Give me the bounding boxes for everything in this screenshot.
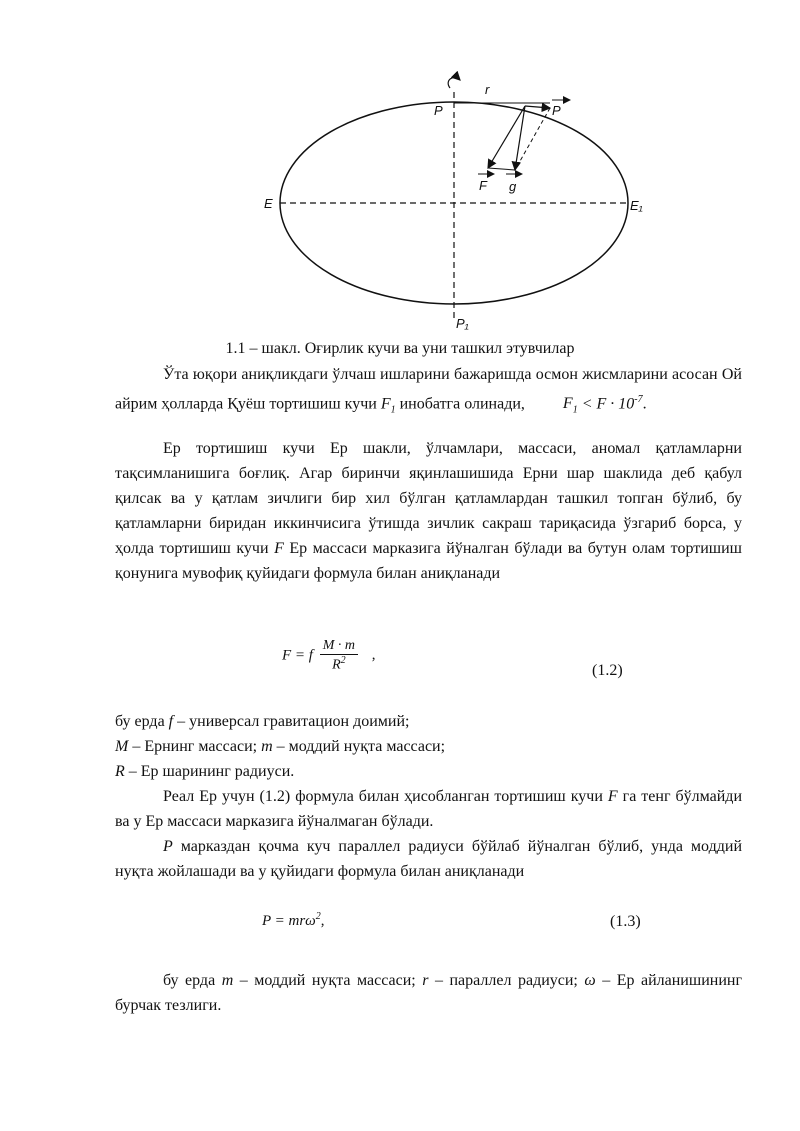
- definition-R: R – Ер шарининг радиуси.: [115, 763, 295, 780]
- figure-caption: 1.1 – шакл. Оғирлик кучи ва уни ташкил этувчилар: [225, 340, 575, 357]
- eq12-lhs: F = f: [282, 647, 313, 664]
- parallelogram-side: [488, 168, 515, 170]
- p2-text-after: Ер массаси марказига йўналган бўлади ва бутун олам тортишиш қонунига мувофиқ қуйидаги формула билан аниқланади: [115, 540, 743, 582]
- label-P-right: P: [552, 103, 561, 118]
- p1-text-after: инобатга олинади,: [395, 395, 525, 413]
- label-F: F: [479, 178, 487, 193]
- p2-F: F: [274, 540, 284, 557]
- p1-ineq-mid: < F · 10: [577, 395, 635, 413]
- label-P-top: P: [434, 103, 443, 118]
- ellipse-diagram: [250, 70, 670, 340]
- p1-text: Ўта юқори аниқликдаги ўлчаш ишларини бажаришда осмон жисмларини асосан Ой айрим ҳолларда Қуёш тортишиш кучи: [115, 366, 742, 413]
- definition-M-m: M – Ернинг массаси; m – моддий нуқта массаси;: [115, 738, 446, 755]
- rotation-arrow-icon: [448, 78, 460, 88]
- paragraph-1: [115, 362, 742, 423]
- paragraph-5: бу ерда m – моддий нуқта массаси; r – параллел радиуси; ω – Ер айланишининг бурчак тезлиги.: [115, 972, 743, 1014]
- equation-1-2: [282, 638, 375, 674]
- p1-F1-sub: 1: [390, 404, 396, 416]
- paragraph-3: Реал Ер учун (1.2) формула билан ҳисобланган тортишиш кучи F га тенг бўлмайди ва у Ер массаси марказига йўналмаган бўлади.: [115, 788, 743, 830]
- eq12-denominator: $R^2$: [332, 655, 346, 673]
- label-E: E: [264, 196, 273, 211]
- force-g-vector: [515, 106, 525, 170]
- label-E1: E₁: [630, 198, 643, 213]
- p1-ineq-F1: F: [562, 395, 573, 413]
- p1-ineq-sub: 1: [572, 404, 578, 416]
- p1-ineq-exp: -7: [634, 394, 643, 405]
- eq12-fraction: [320, 638, 358, 674]
- equation-1-2-number: (1.2): [592, 662, 623, 679]
- definition-f: бу ерда f – универсал гравитацион доимий;: [115, 713, 410, 730]
- eq12-numerator: M · m: [320, 638, 358, 655]
- equation-1-3-number: (1.3): [610, 913, 641, 930]
- eq12-comma: ,: [371, 647, 376, 664]
- p1-ineq-end: .: [642, 395, 647, 413]
- paragraph-4: P марказдан қочма куч параллел радиуси бўйлаб йўналган бўлиб, унда моддий нуқта жойлашади ва у қуйидаги формула билан аниқланади: [115, 838, 742, 880]
- force-F-vector: [488, 106, 525, 168]
- label-r: r: [485, 82, 490, 97]
- force-P-vector: [525, 106, 550, 108]
- label-P1: P₁: [456, 316, 469, 331]
- equation-1-3: P = mrω$^2$,: [262, 911, 325, 929]
- label-g: g: [509, 179, 517, 194]
- p1-F1: F: [380, 395, 391, 413]
- figure-earth-ellipse: [250, 70, 670, 340]
- p2-text: Ер тортишиш кучи Ер шакли, ўлчамлари, массаси, аномал қатламларни тақсимланишига боғлиқ. Агар биринчи яқинлашишида Ерни шар шаклида деб қабул қилсак ва у қатлам зичлиги бир хил бўлган қатламлардан ташкил топган бўлиб, бу қатламларни биридан иккинчисига ўтишда зичлик сакраш тариқасида ўзгариб борса, у ҳолда тортишиш кучи: [115, 440, 742, 557]
- paragraph-2: [115, 436, 742, 586]
